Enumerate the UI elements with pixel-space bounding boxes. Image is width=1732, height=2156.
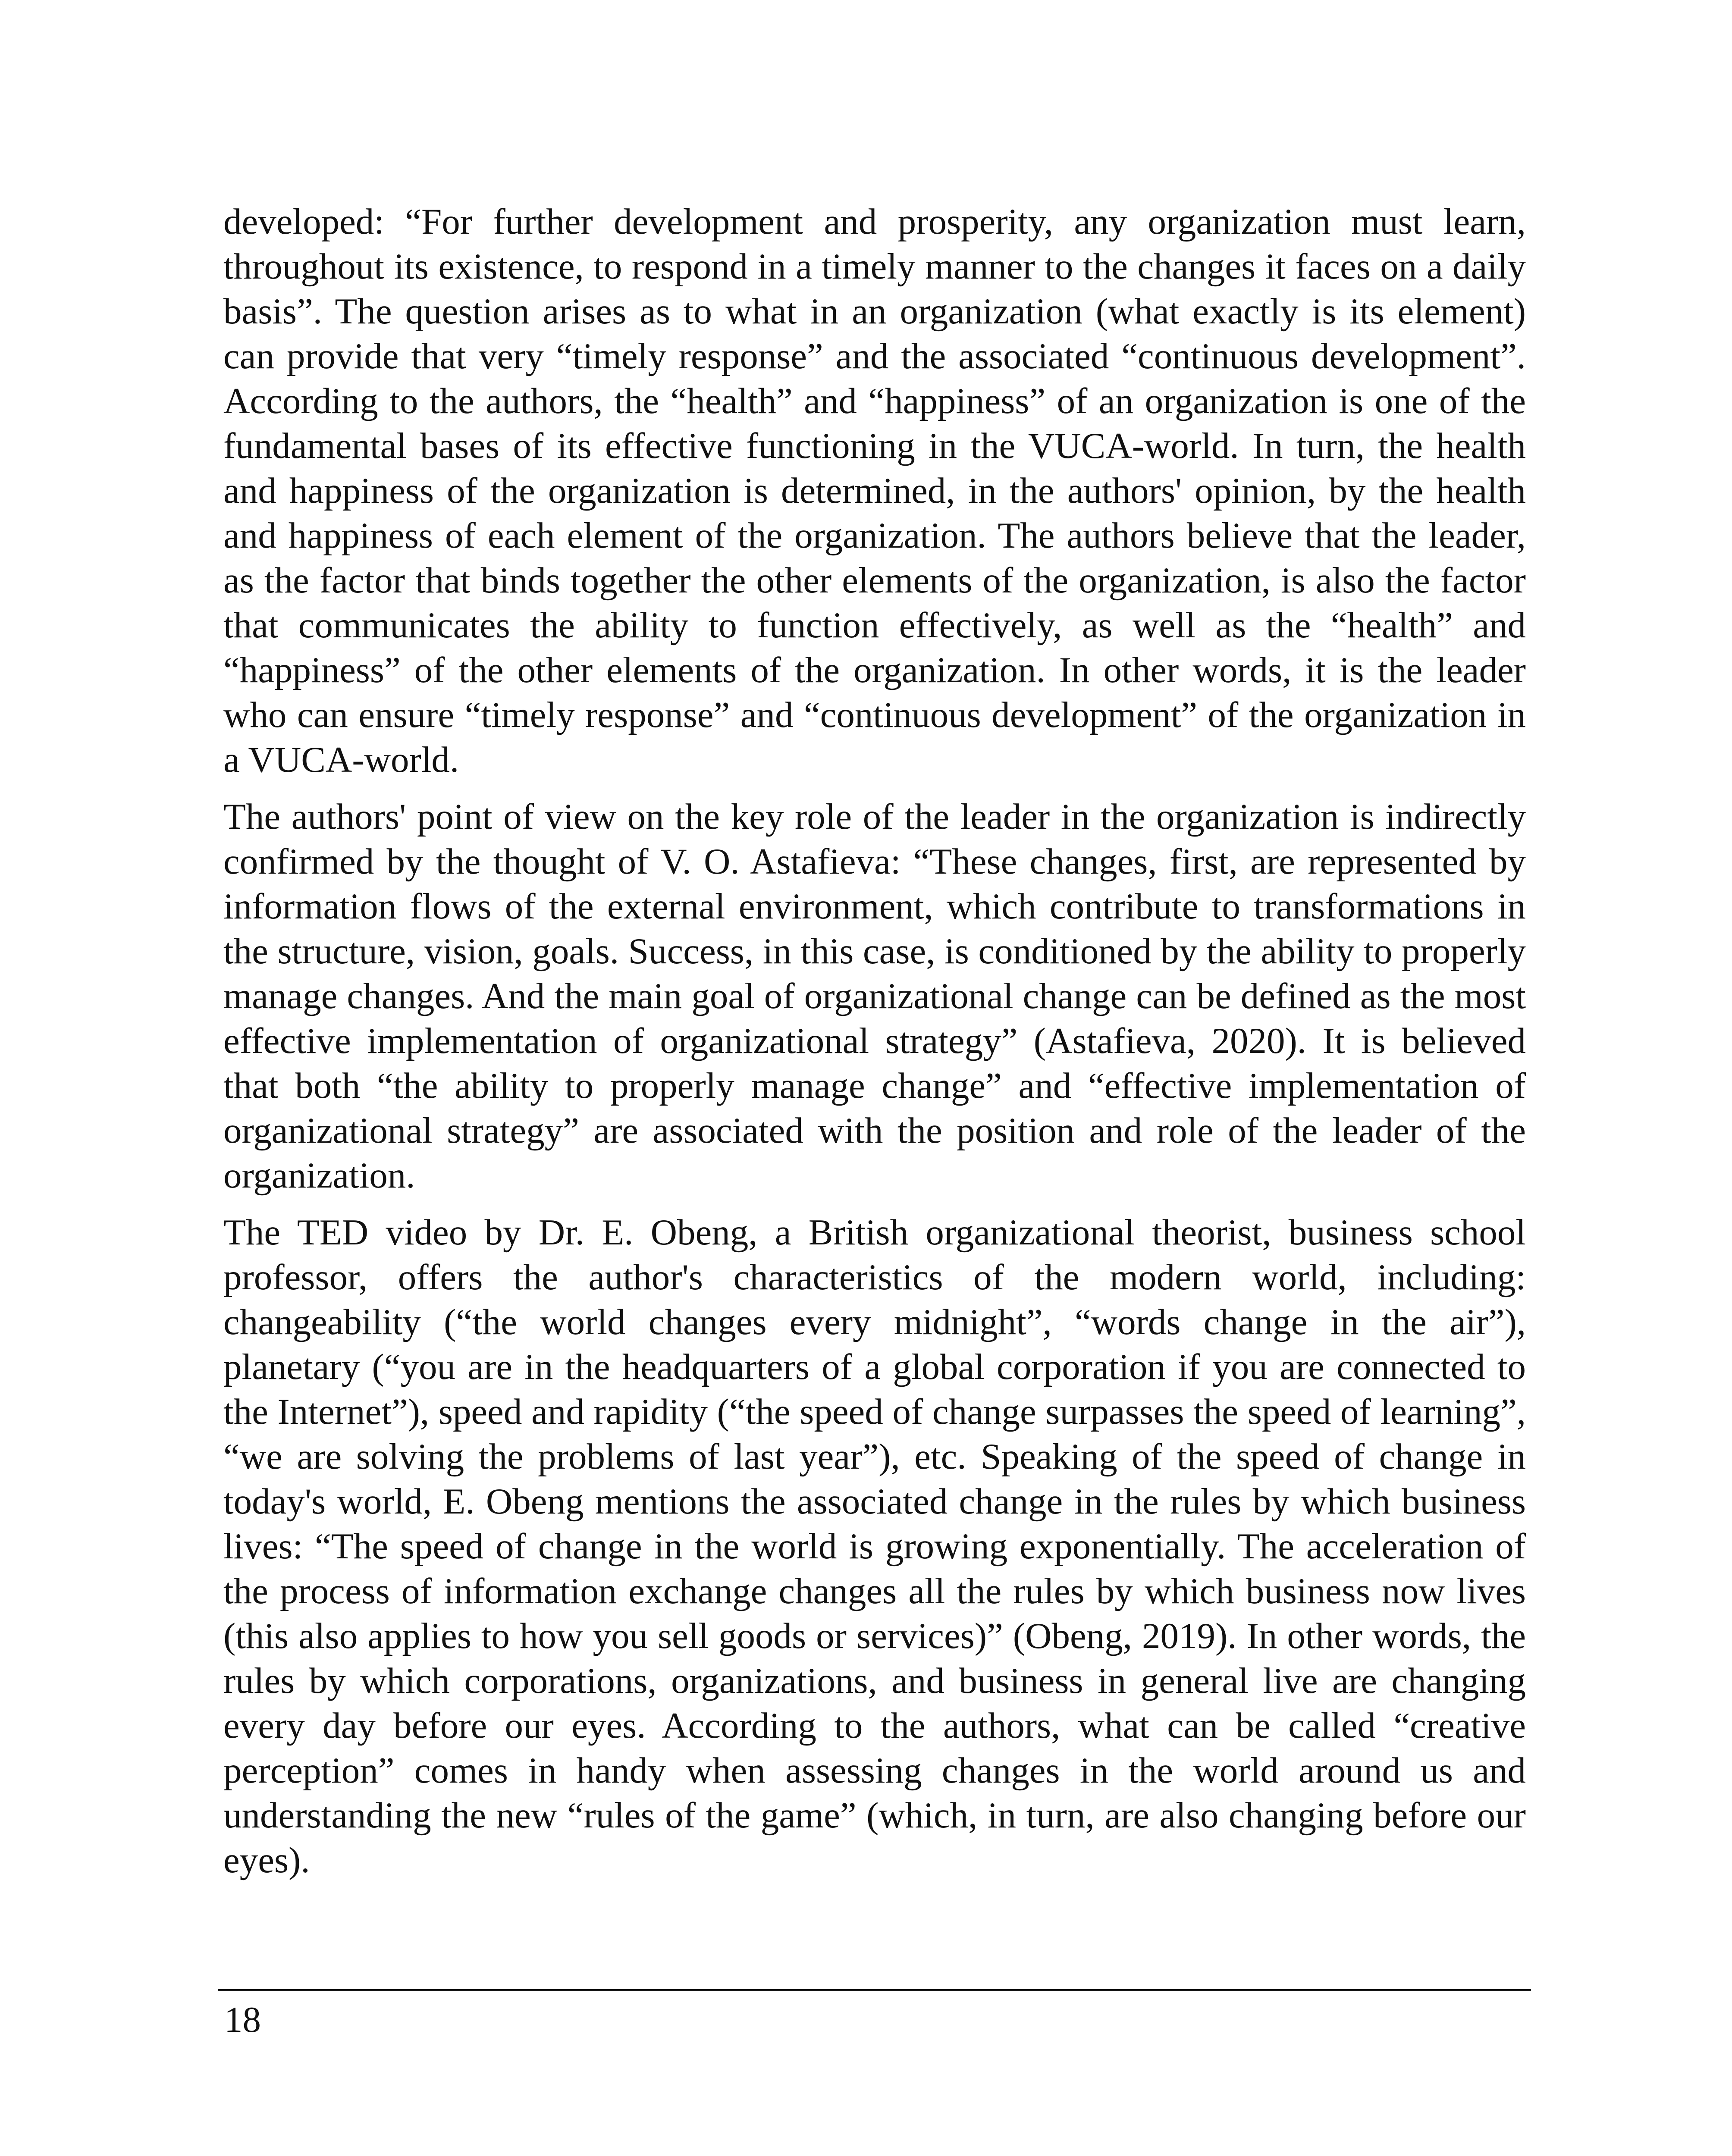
paragraph-1: developed: “For further development and prosperity, any organization must learn, throughout its existence, to respond in a timely manner to the changes it faces on a daily basis”. The question arises as to what in an organization (what exactly is its element) can provide that very “timely response” and the associated “continuous development”. According to the authors, the “health” and “happiness” of an organization is one of the fundamental bases of its effective functioning in the VUCA-world. In turn, the health and happiness of the organization is determined, in the authors' opinion, by the health and happiness of each element of the organization. The authors believe that the leader, as the factor that binds together the other elements of the organization, is also the factor that communicates the ability to function effectively, as well as the “health” and “happiness” of the other elements of the organization. In other words, it is the leader who can ensure “timely response” and “continuous development” of the organization in a VUCA-world. bbox=[223, 201, 1526, 780]
footer-divider bbox=[218, 1989, 1531, 1991]
body-text bbox=[223, 199, 1526, 1895]
paragraph-3: The TED video by Dr. E. Obeng, a British organizational theorist, business school professor, offers the author's characteristics of the modern world, including: changeability (“the world changes every midnight”, “words change in the air”), planetary (“you are in the headquarters of a global corporation if you are connected to the Internet”), speed and rapidity (“the speed of change surpasses the speed of learning”, “we are solving the problems of last year”), etc. Speaking of the speed of change in today's world, E. Obeng mentions the associated change in the rules by which business lives: “The speed of change in the world is growing exponentially. The acceleration of the process of information exchange changes all the rules by which business now lives (this also applies to how you sell goods or services)” (Obeng, 2019). In other words, the rules by which corporations, organizations, and business in general live are changing every day before our eyes. According to the authors, what can be called “creative perception” comes in handy when assessing changes in the world around us and understanding the new “rules of the game” (which, in turn, are also changing before our eyes). bbox=[223, 1212, 1526, 1880]
page-number: 18 bbox=[224, 1999, 261, 2040]
paragraph-2: The authors' point of view on the key role of the leader in the organization is indirectly confirmed by the thought of V. O. Astafieva: “These changes, first, are represented by information flows of the external environment, which contribute to transformations in the structure, vision, goals. Success, in this case, is conditioned by the ability to properly manage changes. And the main goal of organizational change can be defined as the most effective implementation of organizational strategy” (Astafieva, 2020). It is believed that both “the ability to properly manage change” and “effective implementation of organizational strategy” are associated with the position and role of the leader of the organization. bbox=[223, 796, 1526, 1196]
